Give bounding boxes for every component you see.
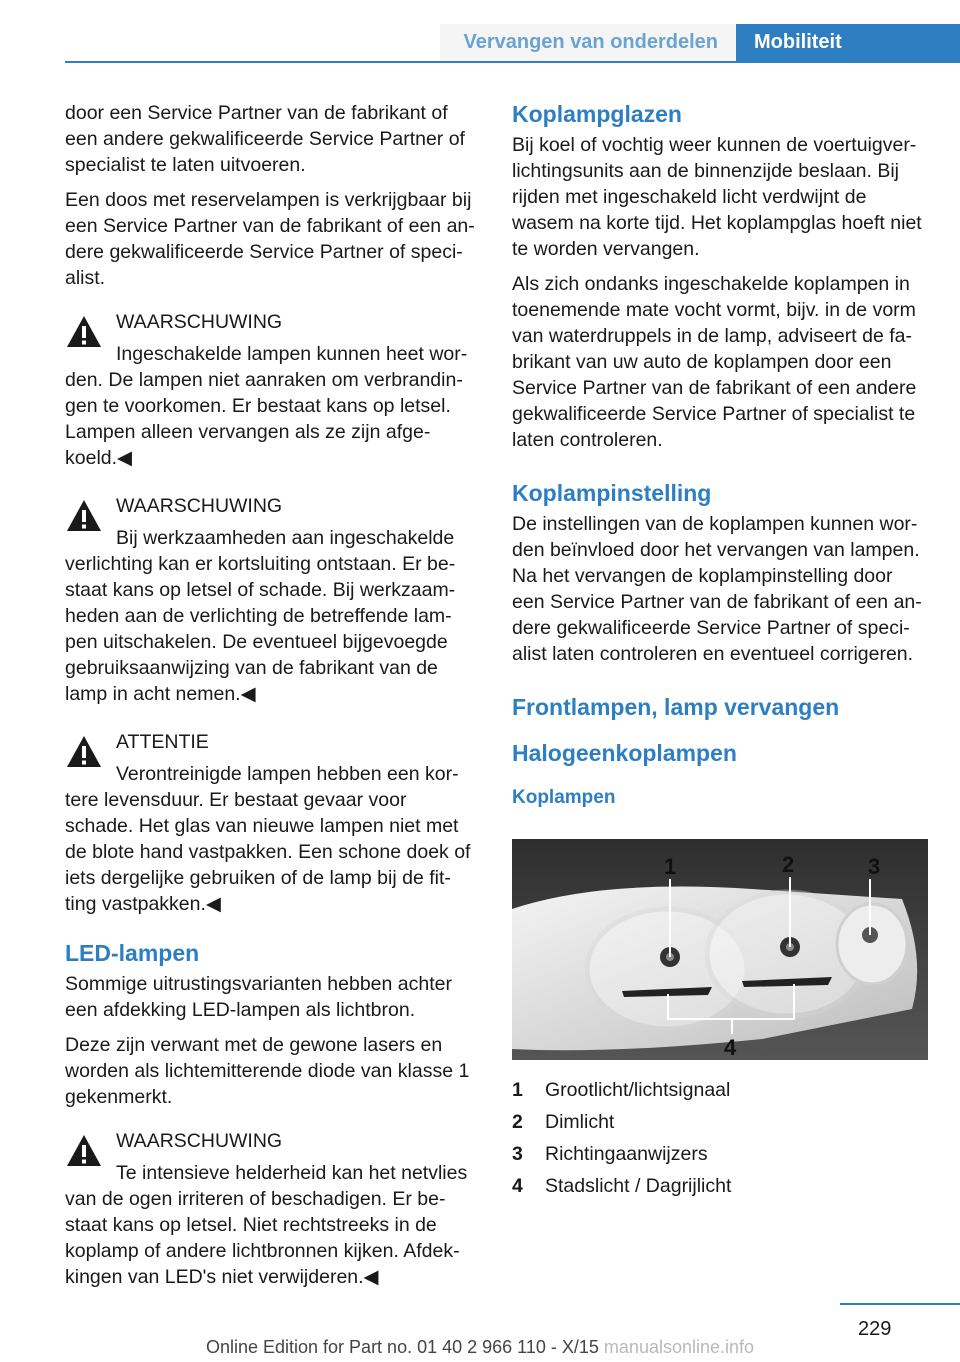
- warning-triangle-icon: [65, 1132, 103, 1170]
- warning-triangle-icon: [65, 733, 103, 771]
- legend-label: Richtingaanwijzers: [545, 1143, 708, 1165]
- paragraph: Deze zijn verwant met de gewone lasers en worden als lichtemitterende diode van klasse 1 gekenmerkt.: [65, 1034, 470, 1108]
- section-heading-koplampinstelling: Koplampinstelling: [512, 480, 712, 506]
- legend-item: [512, 1109, 928, 1141]
- warning-title: WAARSCHUWING: [116, 1130, 283, 1152]
- paragraph: Bij koel of vochtig weer kunnen de voertuigver-lichtingsunits aan de binnenzijde beslaan. Bij rijden met ingeschakeld licht verdwijnt de wasem na korte tijd. Het koplampglas hoeft niet te worden vervangen.: [512, 134, 922, 260]
- paragraph: Een doos met reservelampen is verkrijgbaar bij een Service Partner van de fabrikant of een an-dere gekwalificeerde Service Partner of speci-alist.: [65, 189, 475, 289]
- header-chapter-tab: Mobiliteit: [736, 24, 960, 61]
- left-column: [65, 100, 478, 1312]
- paragraph: De instellingen van de koplampen kunnen wor-den beïnvloed door het vervangen van lampen. Na het vervangen de koplampinstelling door een Service Partner van de fabrikant of een an-dere gekwalificeerde Service Partner of speci-alist laten controleren en eventueel corrigeren.: [512, 513, 922, 665]
- figure-callout-3: 3: [868, 854, 881, 879]
- watermark-text: manualsonline.info: [603, 1337, 755, 1357]
- legend-number: 2: [512, 1111, 523, 1133]
- legend-number: 4: [512, 1175, 523, 1197]
- warning-text: Verontreinigde lampen hebben een kor-tere levensduur. Er bestaat gevaar voor schade. Het glas van nieuwe lampen niet met de blote hand vastpakken. Een schone doek of iets dergelijke gebruiken of de lamp bij de fit-ting vastpakken.◀: [65, 763, 471, 915]
- page-number: 229: [858, 1318, 892, 1340]
- warning-title: WAARSCHUWING: [116, 495, 283, 517]
- warning-triangle-icon: [65, 313, 103, 351]
- legend-item: [512, 1077, 928, 1109]
- paragraph: Als zich ondanks ingeschakelde koplampen in toenemende mate vocht vormt, bijv. in de vorm van waterdruppels in de lamp, adviseert de fa-brikant van uw auto de koplampen door een Service Partner van de fabrikant of een andere gekwalificeerde Service Partner of specialist te laten controleren.: [512, 273, 917, 451]
- header-section-tab: Vervangen van onderdelen: [440, 24, 736, 61]
- header-rule: [65, 61, 960, 63]
- footer-rule: [840, 1303, 960, 1305]
- warning-block: [65, 309, 478, 471]
- figure-callout-4: 4: [724, 1035, 737, 1060]
- legend-number: 3: [512, 1143, 523, 1165]
- legend-label: Stadslicht / Dagrijlicht: [545, 1175, 732, 1197]
- footer-edition: [0, 1337, 960, 1358]
- warning-text: Bij werkzaamheden aan ingeschakelde verlichting kan er kortsluiting ontstaan. Er be-staat kans op letsel of schade. Bij werkzaam-heden aan de verlichting de betreffende lam-pen uitschakelen. De eventueel bijgevoegde gebruiksaanwijzing van de fabrikant van de lamp in acht nemen.◀: [65, 527, 456, 705]
- warning-text: Ingeschakelde lampen kunnen heet wor-den. De lampen niet aanraken om verbrandin-gen te voorkomen. Er bestaat kans op letsel. Lampen alleen vervangen als ze zijn afge-koeld.◀: [65, 343, 468, 469]
- figure-callout-2: 2: [782, 852, 795, 877]
- section-heading-led: LED-lampen: [65, 940, 200, 966]
- legend-list: [512, 1077, 928, 1205]
- paragraph: Sommige uitrustingsvarianten hebben achter een afdekking LED-lampen als lichtbron.: [65, 973, 452, 1021]
- section-heading-frontlampen: Frontlampen, lamp vervangen: [512, 694, 840, 720]
- legend-label: Grootlicht/lichtsignaal: [545, 1079, 731, 1101]
- section-heading-halogeen: Halogeenkoplampen: [512, 740, 737, 766]
- legend-label: Dimlicht: [545, 1111, 615, 1133]
- warning-block: [65, 729, 478, 917]
- paragraph: door een Service Partner van de fabrikant of een andere gekwalificeerde Service Partner of specialist te laten uitvoeren.: [65, 102, 465, 176]
- warning-title: ATTENTIE: [116, 731, 209, 753]
- legend-item: [512, 1141, 928, 1173]
- edition-text: Online Edition for Part no. 01 40 2 966 110 - X/15: [205, 1337, 599, 1357]
- warning-title: WAARSCHUWING: [116, 311, 283, 333]
- figure-callout-1: 1: [664, 854, 677, 879]
- warning-block: [65, 493, 478, 707]
- legend-item: [512, 1173, 928, 1205]
- right-column: [512, 100, 928, 1205]
- section-heading-koplampglazen: Koplampglazen: [512, 101, 682, 127]
- subheading-koplampen: Koplampen: [512, 787, 616, 808]
- warning-text: Te intensieve helderheid kan het netvlies van de ogen irriteren of beschadigen. Er be-staat kans op letsel. Niet rechtstreeks in de koplamp of andere lichtbronnen kijken. Afdek-kingen van LED's niet verwijderen.◀: [65, 1162, 468, 1288]
- headlamp-figure: [512, 839, 928, 1060]
- legend-number: 1: [512, 1079, 523, 1101]
- warning-block: [65, 1128, 478, 1290]
- warning-triangle-icon: [65, 497, 103, 535]
